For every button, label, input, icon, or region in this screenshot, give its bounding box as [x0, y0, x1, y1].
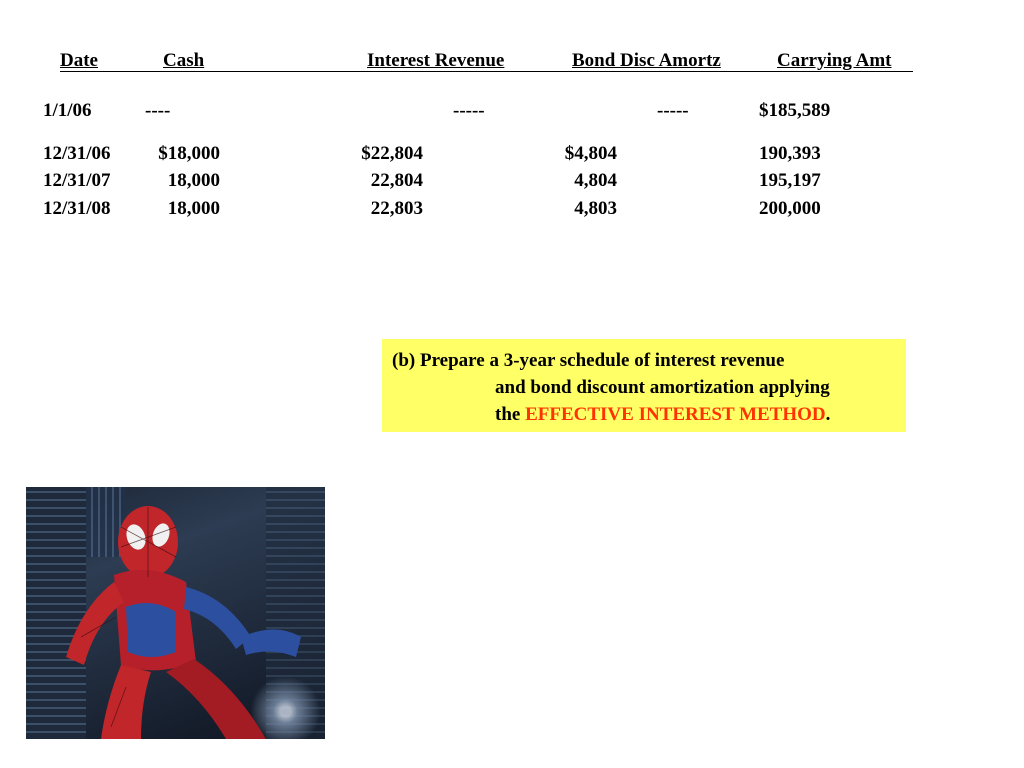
header-carrying-amt: Carrying Amt: [777, 50, 892, 71]
row-2-interest-revenue: $22,804: [361, 143, 423, 164]
effective-interest-method-highlight: EFFECTIVE INTEREST METHOD: [525, 404, 826, 425]
row-3-date: 12/31/07: [43, 170, 111, 191]
row-2-carrying-amt: 190,393: [759, 143, 821, 164]
row-1-cash: ----: [145, 100, 171, 121]
callout-line-3-prefix: the: [495, 404, 526, 425]
row-2-bond-disc-amortz: $4,804: [564, 143, 617, 164]
row-4-carrying-amt: 200,000: [759, 198, 821, 219]
spiderman-figure: [26, 487, 325, 739]
row-3-carrying-amt: 195,197: [759, 170, 821, 191]
row-1-bond-disc-amortz: -----: [657, 100, 689, 121]
callout-line-3-suffix: .: [825, 404, 831, 425]
spiderman-photo: [26, 487, 325, 739]
row-1-date: 1/1/06: [43, 100, 92, 121]
row-2-cash: $18,000: [158, 143, 220, 164]
row-4-interest-revenue: 22,803: [370, 198, 423, 219]
row-4-cash: 18,000: [167, 198, 220, 219]
callout-line-3: [495, 401, 830, 428]
callout-line-2: and bond discount amortization applying: [495, 377, 830, 398]
header-date: Date: [60, 50, 98, 71]
row-4-bond-disc-amortz: 4,803: [574, 198, 617, 219]
callout-line-1: (b) Prepare a 3-year schedule of interest revenue: [392, 350, 785, 371]
row-1-carrying-amt: $185,589: [759, 100, 831, 121]
row-3-bond-disc-amortz: 4,804: [574, 170, 617, 191]
row-1-interest-revenue: -----: [453, 100, 485, 121]
header-bond-disc-amortz: Bond Disc Amortz: [572, 50, 721, 71]
row-3-cash: 18,000: [167, 170, 220, 191]
instruction-callout: [382, 339, 906, 432]
header-cash: Cash: [163, 50, 205, 71]
row-4-date: 12/31/08: [43, 198, 111, 219]
row-3-interest-revenue: 22,804: [370, 170, 423, 191]
header-interest-revenue: Interest Revenue: [367, 50, 505, 71]
row-2-date: 12/31/06: [43, 143, 111, 164]
